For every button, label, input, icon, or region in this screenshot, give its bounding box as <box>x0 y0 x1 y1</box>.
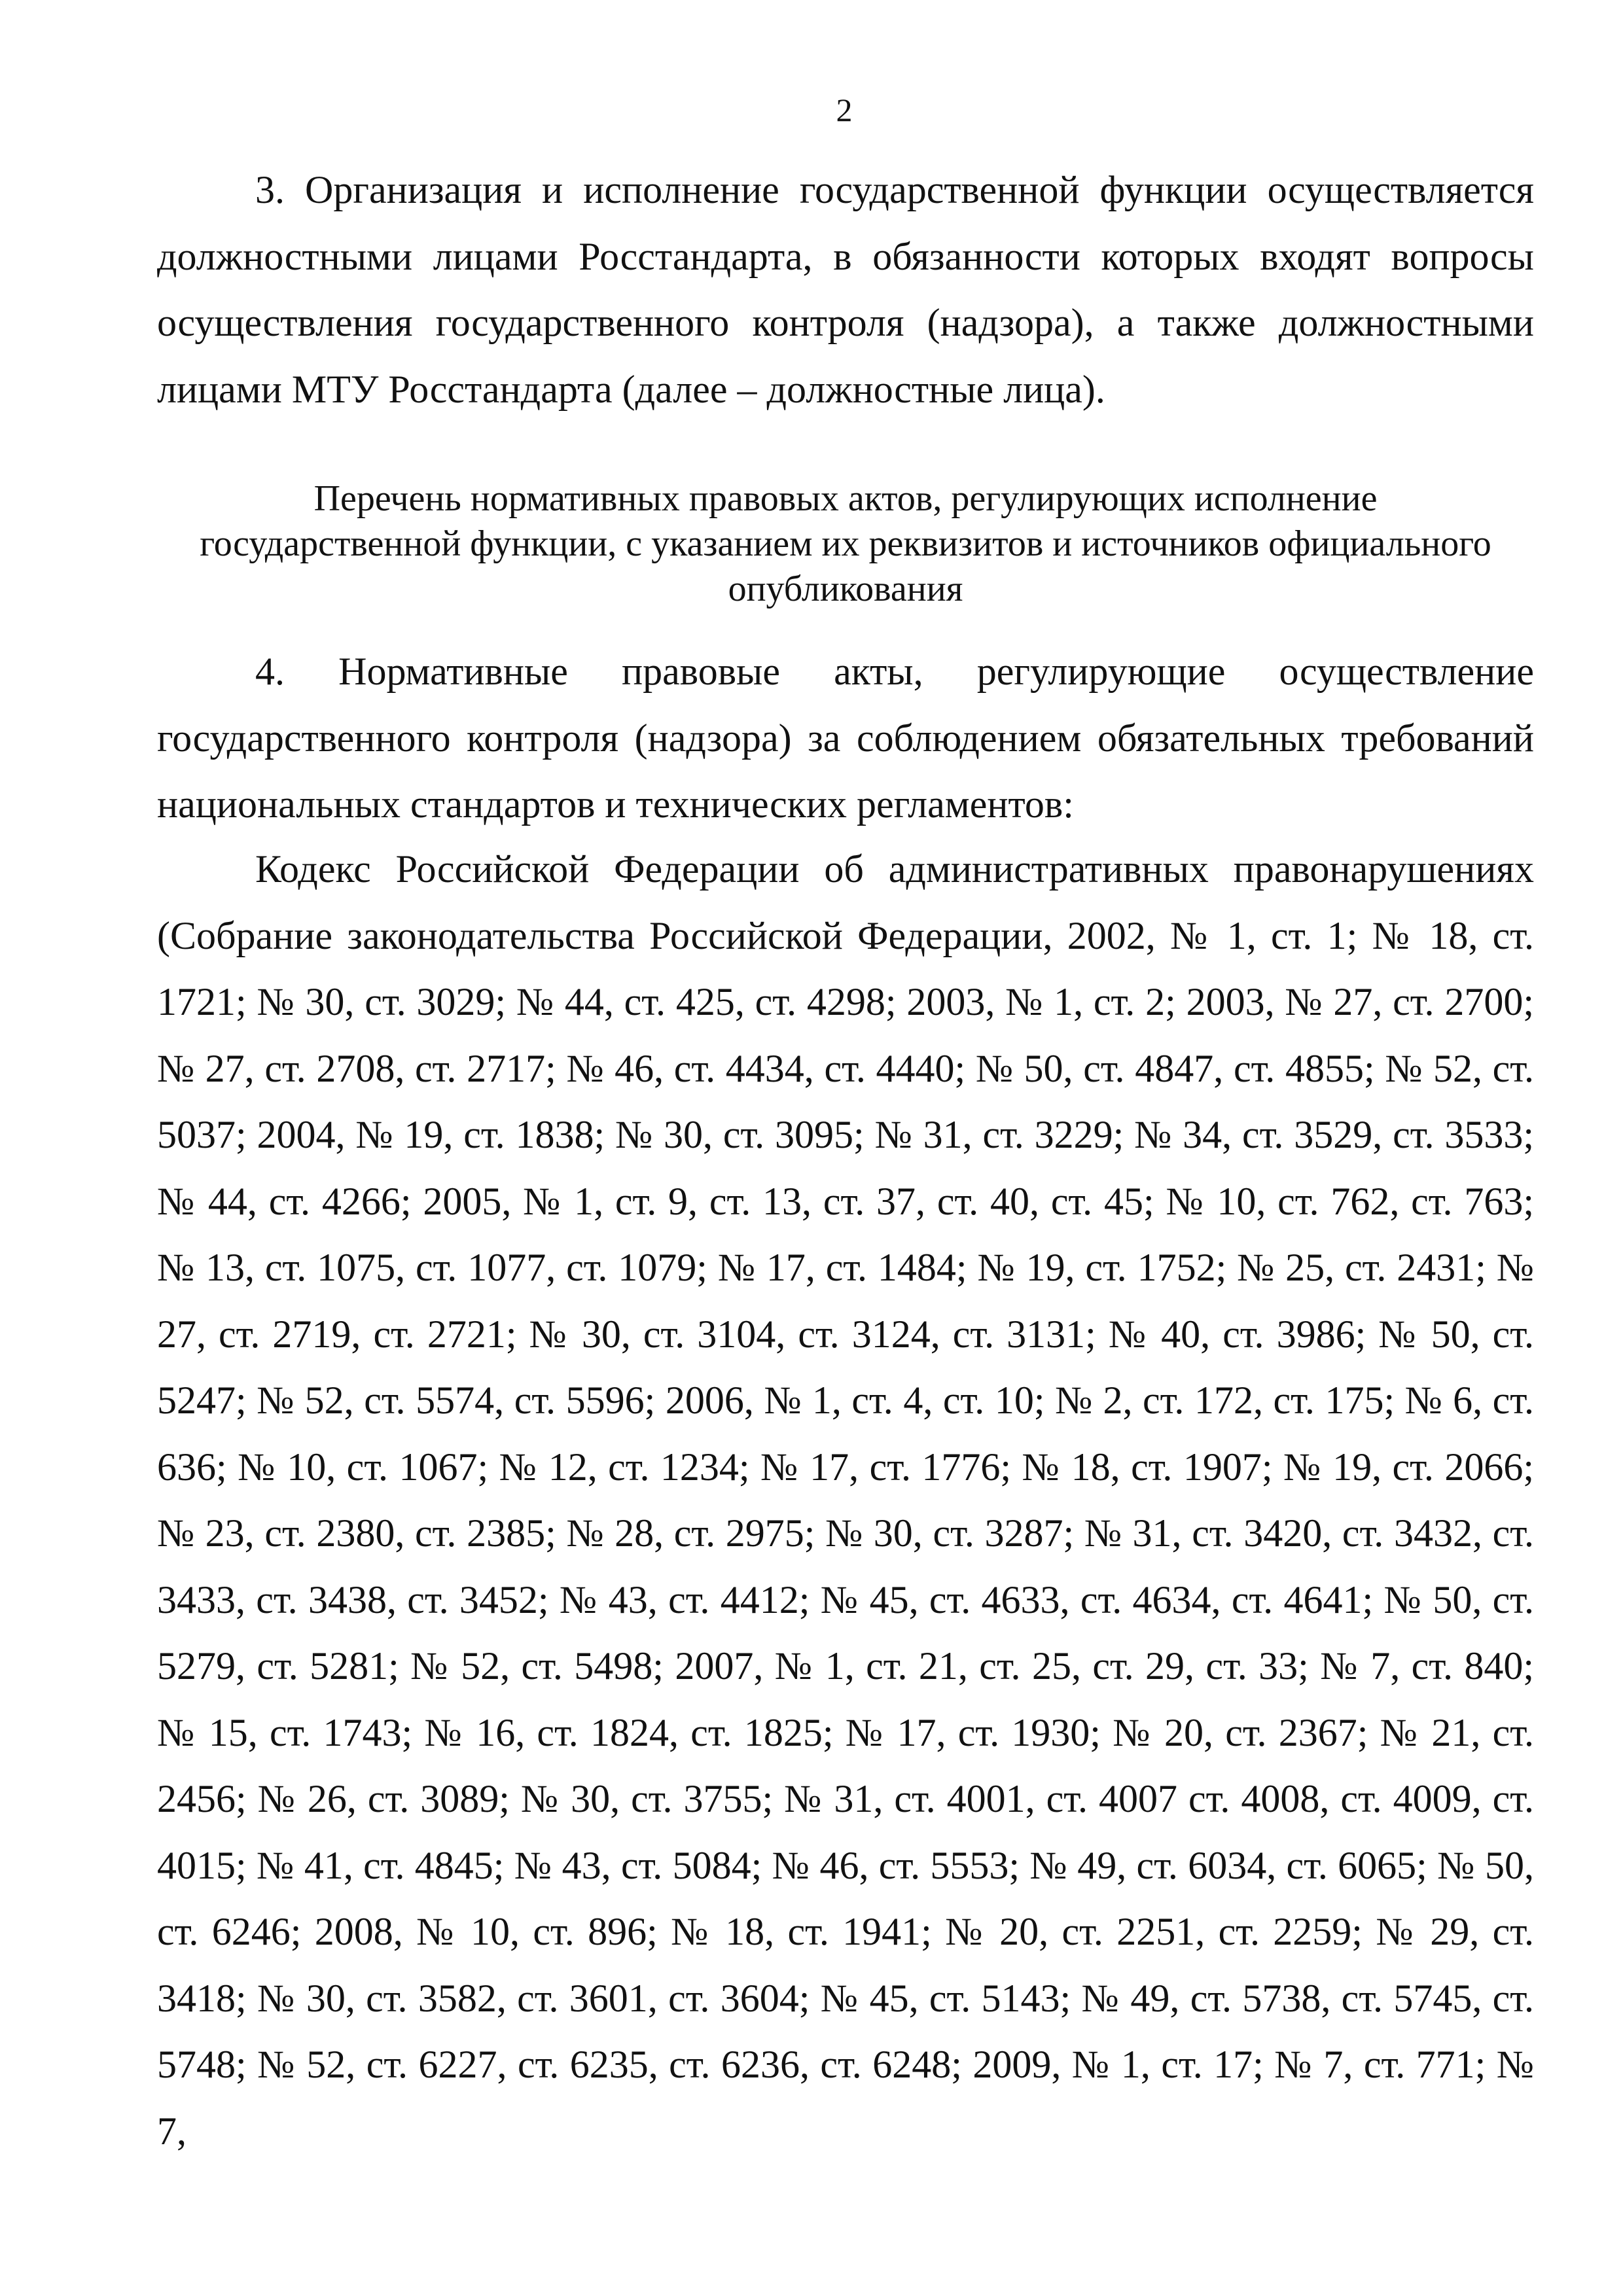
section-heading-line-1: Перечень нормативных правовых актов, регулирующих исполнение <box>313 478 1378 519</box>
section-heading-line-2: государственной функции, с указанием их реквизитов и источников официального <box>200 523 1491 564</box>
section-heading-line-3: опубликования <box>728 569 963 609</box>
page-number: 2 <box>836 92 853 128</box>
paragraph-codex: Кодекс Российской Федерации об административных правонарушениях (Собрание законодательства Российской Федерации, 2002, № 1, ст. 1; № 18, ст. 1721; № 30, ст. 3029; № 44, ст. 425, ст. 4298; 2003, № 1, ст. 2; 2003, № 27, ст. 2700; № 27, ст. 2708, ст. 2717; № 46, ст. 4434, ст. 4440; № 50, ст. 4847, ст. 4855; № 52, ст. 5037; 2004, № 19, ст. 1838; № 30, ст. 3095; № 31, ст. 3229; № 34, ст. 3529, ст. 3533; № 44, ст. 4266; 2005, № 1, ст. 9, ст. 13, ст. 37, ст. 40, ст. 45; № 10, ст. 762, ст. 763; № 13, ст. 1075, ст. 1077, ст. 1079; № 17, ст. 1484; № 19, ст. 1752; № 25, ст. 2431; № 27, ст. 2719, ст. 2721; № 30, ст. 3104, ст. 3124, ст. 3131; № 40, ст. 3986; № 50, ст. 5247; № 52, ст. 5574, ст. 5596; 2006, № 1, ст. 4, ст. 10; № 2, ст. 172, ст. 175; № 6, ст. 636; № 10, ст. 1067; № 12, ст. 1234; № 17, ст. 1776; № 18, ст. 1907; № 19, ст. 2066; № 23, ст. 2380, ст. 2385; № 28, ст. 2975; № 30, ст. 3287; № 31, ст. 3420, ст. 3432, ст. 3433, ст. 3438, ст. 3452; № 43, ст. 4412; № 45, ст. 4633, ст. 4634, ст. 4641; № 50, ст. 5279, ст. 5281; № 52, ст. 5498; 2007, № 1, ст. 21, ст. 25, ст. 29, ст. 33; № 7, ст. 840; № 15, ст. 1743; № 16, ст. 1824, ст. 1825; № 17, ст. 1930; № 20, ст. 2367; № 21, ст. 2456; № 26, ст. 3089; № 30, ст. 3755; № 31, ст. 4001, ст. 4007 ст. 4008, ст. 4009, ст. 4015; № 41, ст. 4845; № 43, ст. 5084; № 46, ст. 5553; № 49, ст. 6034, ст. 6065; № 50, ст. 6246; 2008, № 10, ст. 896; № 18, ст. 1941; № 20, ст. 2251, ст. 2259; № 29, ст. 3418; № 30, ст. 3582, ст. 3601, ст. 3604; № 45, ст. 5143; № 49, ст. 5738, ст. 5745, ст. 5748; № 52, ст. 6227, ст. 6235, ст. 6236, ст. 6248; 2009, № 1, ст. 17; № 7, ст. 771; № 7, <box>157 847 1534 2153</box>
paragraph-3: 3. Организация и исполнение государственной функции осуществляется должностными лицами Росстандарта, в обязанности которых входят вопросы осуществления государственного контроля (надзора), а также должностными лицами МТУ Росстандарта (далее – должностные лица). <box>157 168 1534 411</box>
paragraph-4: 4. Нормативные правовые акты, регулирующие осуществление государственного контроля (надзора) за соблюдением обязательных требований национальных стандартов и технических регламентов: <box>157 650 1534 826</box>
section-heading <box>157 476 1534 612</box>
